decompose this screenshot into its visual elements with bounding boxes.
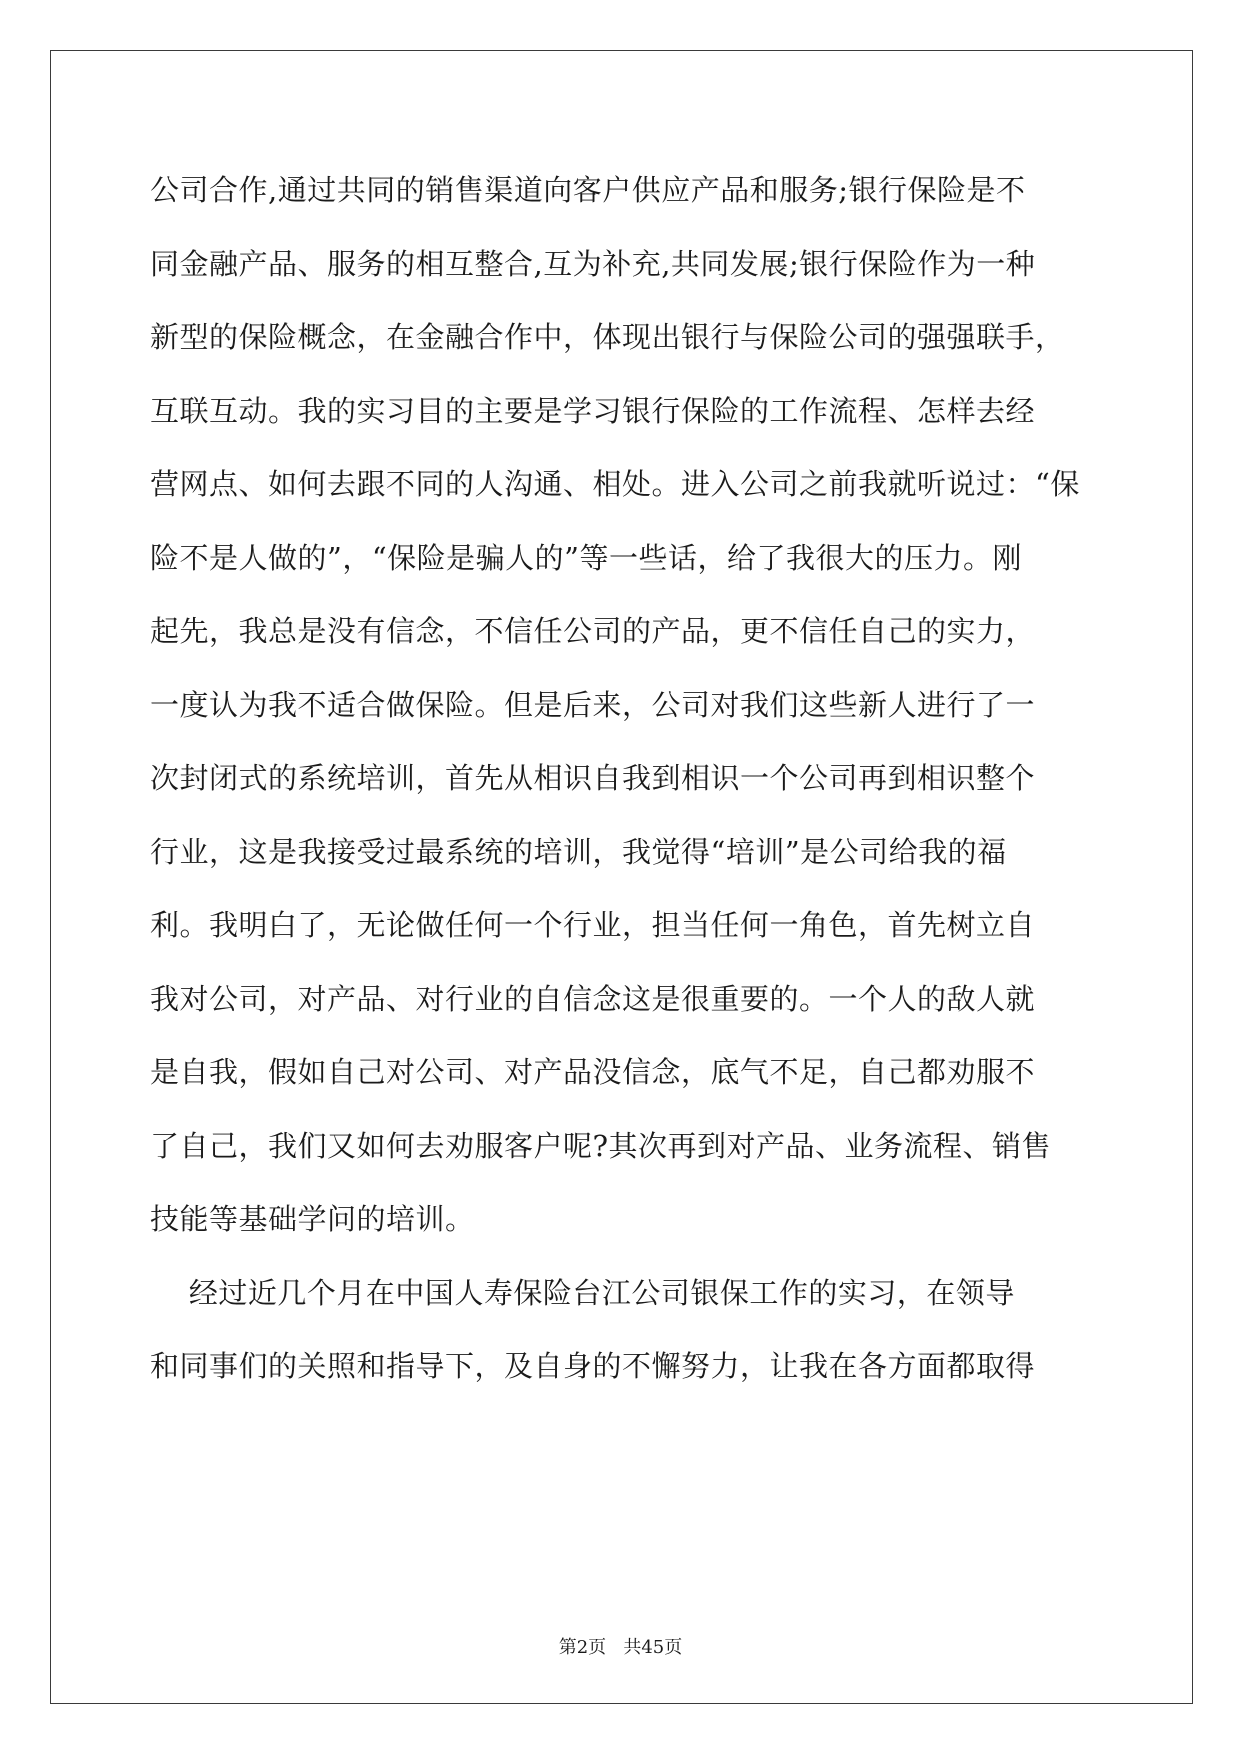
text-line: 次封闭式的系统培训，首先从相识自我到相识一个公司再到相识整个 [150,761,1036,795]
page-number-footer: 第2页 共45页 [558,1637,683,1658]
text-line: 经过近几个月在中国人寿保险台江公司银保工作的实习，在领导 [150,1275,1015,1310]
document-body [150,160,1100,1410]
text-line: 了自己，我们又如何去劝服客户呢?其次再到对产品、业务流程、销售 [150,1128,1052,1163]
text-line: 互联互动。我的实习目的主要是学习银行保险的工作流程、怎样去经 [150,393,1036,428]
text-line: 一度认为我不适合做保险。但是后来，公司对我们这些新人进行了一 [150,687,1036,722]
text-line: 营网点、如何去跟不同的人沟通、相处。进入公司之前我就听说过：“保 [150,467,1080,501]
text-line: 同金融产品、服务的相互整合,互为补充,共同发展;银行保险作为一种 [150,246,1036,281]
text-line: 我对公司，对产品、对行业的自信念这是很重要的。一个人的敌人就 [150,981,1036,1016]
text-line: 新型的保险概念，在金融合作中，体现出银行与保险公司的强强联手， [150,320,1065,354]
text-line: 是自我，假如自己对公司、对产品没信念，底气不足，自己都劝服不 [150,1055,1036,1089]
text-line: 技能等基础学问的培训。 [150,1202,475,1236]
text-line: 利。我明白了，无论做任何一个行业，担当任何一角色，首先树立自 [150,908,1036,942]
text-line: 公司合作,通过共同的销售渠道向客户供应产品和服务;银行保险是不 [150,173,1026,207]
text-line: 行业，这是我接受过最系统的培训，我觉得“培训”是公司给我的福 [150,834,1007,869]
text-line: 起先，我总是没有信念，不信任公司的产品，更不信任自己的实力， [150,614,1036,648]
text-line: 险不是人做的”，“保险是骗人的”等一些话，给了我很大的压力。刚 [150,540,1022,575]
text-line: 和同事们的关照和指导下，及自身的不懈努力，让我在各方面都取得 [150,1349,1036,1383]
